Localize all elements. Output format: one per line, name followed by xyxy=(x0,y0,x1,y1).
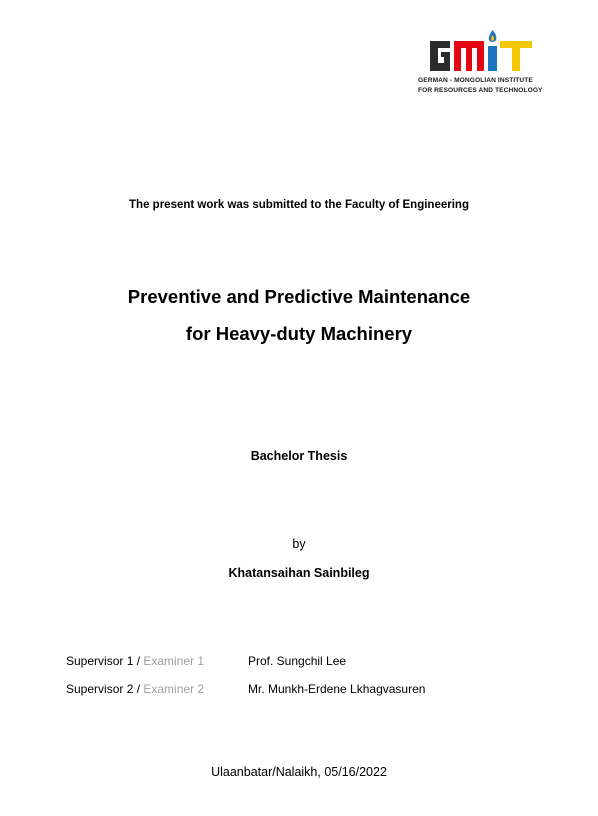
supervisor-row-1 xyxy=(66,654,347,668)
supervisor-role: Supervisor 2 / xyxy=(66,682,144,696)
logo-text-line-2: FOR RESOURCES AND TECHNOLOGY xyxy=(418,87,543,94)
thesis-title-line-1: Preventive and Predictive Maintenance xyxy=(127,286,471,307)
gmit-logo-mark xyxy=(430,28,534,72)
by-label: by xyxy=(292,537,306,551)
supervisor-name: Prof. Sungchil Lee xyxy=(248,654,347,668)
place-and-date: Ulaanbatar/Nalaikh, 05/16/2022 xyxy=(211,765,387,779)
thesis-type: Bachelor Thesis xyxy=(250,449,348,463)
supervisor-role: Supervisor 1 / xyxy=(66,654,144,668)
supervisor-row-2 xyxy=(66,682,426,696)
examiner-role: Examiner 1 xyxy=(143,654,205,668)
examiner-role: Examiner 2 xyxy=(143,682,205,696)
submission-statement: The present work was submitted to the Faculty of Engineering xyxy=(129,199,469,211)
author-name: Khatansaihan Sainbileg xyxy=(228,566,370,580)
thesis-title-line-2: for Heavy-duty Machinery xyxy=(185,323,413,344)
supervisor-name: Mr. Munkh-Erdene Lkhagvasuren xyxy=(248,682,426,696)
gmit-logo xyxy=(418,28,558,100)
logo-text-line-1: GERMAN - MONGOLIAN INSTITUTE xyxy=(418,77,533,84)
